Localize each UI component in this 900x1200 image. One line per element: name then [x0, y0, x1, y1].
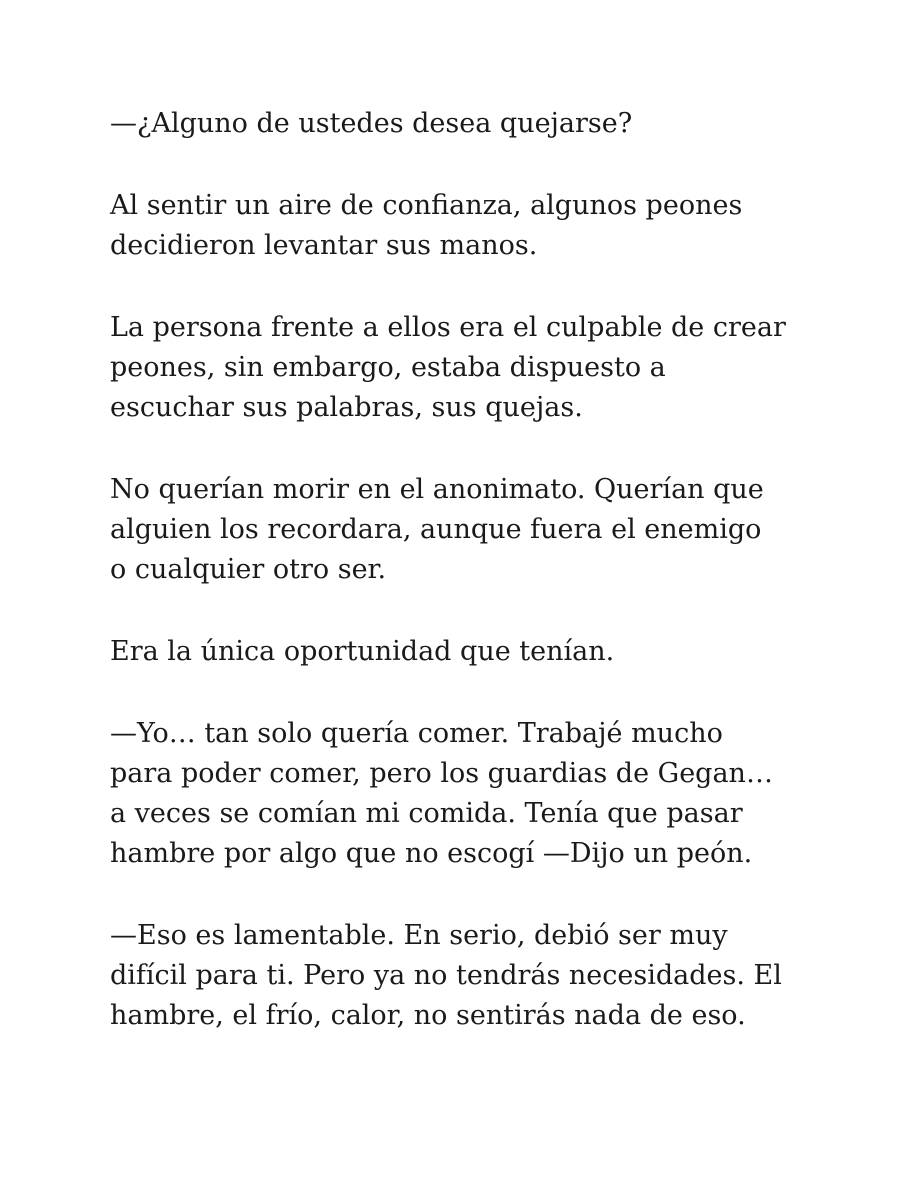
paragraph: Al sentir un aire de confianza, algunos peones decidieron levantar sus manos. — [110, 190, 743, 261]
document-body — [110, 104, 800, 1078]
paragraph: Era la única oportunidad que tenían. — [110, 636, 615, 667]
paragraph: La persona frente a ellos era el culpable de crear peones, sin embargo, estaba dispuesto a escuchar sus palabras, sus quejas. — [110, 312, 786, 423]
paragraph: —Eso es lamentable. En serio, debió ser muy difícil para ti. Pero ya no tendrás necesidades. El hambre, el frío, calor, no sentirás nada de eso. — [110, 920, 782, 1031]
paragraph: —¿Alguno de ustedes desea quejarse? — [110, 108, 633, 139]
paragraph: —Yo… tan solo quería comer. Trabajé mucho para poder comer, pero los guardias de Gegan… a veces se comían mi comida. Tenía que pasar hambre por algo que no escogí —Dijo un peón. — [110, 718, 773, 869]
paragraph: No querían morir en el anonimato. Querían que alguien los recordara, aunque fuera el enemigo o cualquier otro ser. — [110, 474, 764, 585]
